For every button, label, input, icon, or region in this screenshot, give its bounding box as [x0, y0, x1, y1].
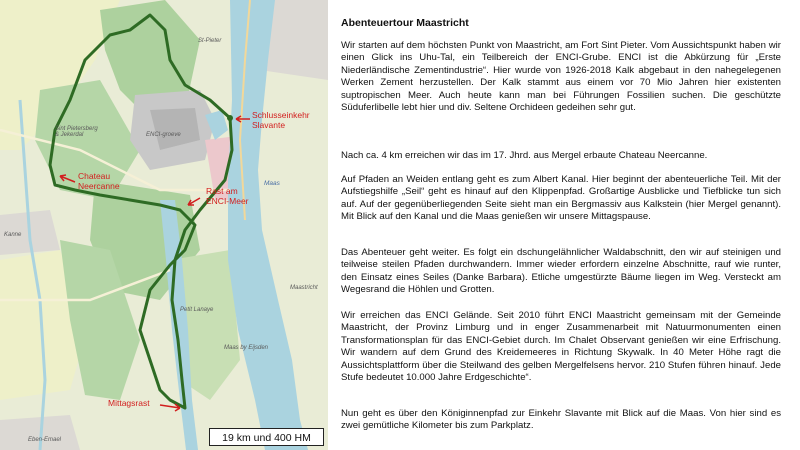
- place-eben-emael: Eben-Emael: [28, 437, 62, 443]
- place-sint-pieter: St-Pieter: [198, 38, 222, 44]
- place-maas-by-eijsden: Maas by Eijsden: [224, 345, 269, 351]
- route-map[interactable]: [0, 0, 328, 450]
- tour-title: Abenteuertour Maastricht: [341, 17, 469, 29]
- route-stats: 19 km und 400 HM: [209, 428, 324, 446]
- paragraph-3: Auf Pfaden an Weiden entlang geht es zum Albert Kanal. Hier beginnt der abenteuerliche Teil. Mit der Aufstiegshilfe „Seil“ geht es hinauf auf den Klippenpfad. Großartige Ausblicke und Tiefblicke tun sich auf. Auf der gegenüberliegenden Seite sieht man ein Bergmassiv aus Kalkstein (hier Mergel genannt). Mit Blick auf den Kanal und die Maas genießen wir unsere Mittagspause.: [341, 174, 781, 223]
- place-kanne: Kanne: [4, 232, 22, 238]
- place-sint-pietersberg: Sint Pietersberg & Jekerdal: [55, 126, 98, 138]
- annotation-rast-enci: Rast am ENCI-Meer: [206, 186, 249, 206]
- paragraph-6: Nun geht es über den Königinnenpfad zur Einkehr Slavante mit Blick auf die Maas. Von hier sind es zwei gemütliche Kilometer bis zum Parkplatz.: [341, 408, 781, 432]
- paragraph-4: Das Abenteuer geht weiter. Es folgt ein dschungelähnlicher Waldabschnitt, den wir auf steinigen und teilweise steilen Pfaden durchwandern. Immer wieder erfordern einzelne Abschnitte, rauf wie runter, den Einsatz eines Seiles (Danke Barbara). Etliche umgestürzte Bäume liegen im Weg. Versteckt am Wegesrand die Höhlen und Grotten.: [341, 247, 781, 296]
- map-canvas: [0, 0, 328, 450]
- paragraph-1: Wir starten auf dem höchsten Punkt von Maastricht, am Fort Sint Pieter. Vom Aussichtspunkt haben wir einen Glick ins Uhu-Tal, ein Teilbereich der ENCI-Grube. ENCI ist die Abkürzung für „Erste Niederländische Zementindustrie“. Hier wurde von 1926-2018 Kalk abgebaut in den nahegelegenen Werken Zement herzustellen. Der Kalk stammt aus einem vor 70 Mio Jahren hier existenten suptropischen Meer. Auch heute kann man bei Führungen Fossilien suchen. Die geschützte Süduferlibelle lebt hier und div. Seltene Orchideen gedeihen sehr gut.: [341, 40, 781, 114]
- annotation-chateau: Chateau Neercanne: [78, 171, 120, 191]
- paragraph-5: Wir erreichen das ENCI Gelände. Seit 2010 führt ENCI Maastricht gemeinsam mit der Gemeinde Maastricht, der Provinz Limburg und in enger Zusammenarbeit mit Natuurmonumenten einen Transformationsplan für das ENCI-Gebiet durch. Im Chalet Observant genießen wir eine Erfrischung. Wir wandern auf dem Grund des Kreidemeeres in Richtung Skywalk. In 40 Meter Höhe ragt die Aussichtsplattform über die Steilwand des gelben Mergelfelsens hervor. 210 Stufen führen hinauf. Jede Stufe bedeutet 10.000 Jahre Erdgeschichte“.: [341, 310, 781, 384]
- place-enci-groeve: ENCI-groeve: [146, 132, 181, 138]
- place-petit-lanaye: Petit Lanaye: [180, 307, 214, 313]
- place-maastricht: Maastricht: [290, 285, 318, 291]
- place-maas: Maas: [264, 180, 280, 187]
- paragraph-2: Nach ca. 4 km erreichen wir das im 17. Jhrd. aus Mergel erbaute Chateau Neercanne.: [341, 150, 708, 161]
- description-panel: [341, 0, 781, 450]
- annotation-mittagsrast: Mittagsrast: [108, 398, 150, 408]
- start-marker[interactable]: [227, 115, 233, 121]
- annotation-schlusseinkehr: Schlusseinkehr Slavante: [252, 110, 310, 130]
